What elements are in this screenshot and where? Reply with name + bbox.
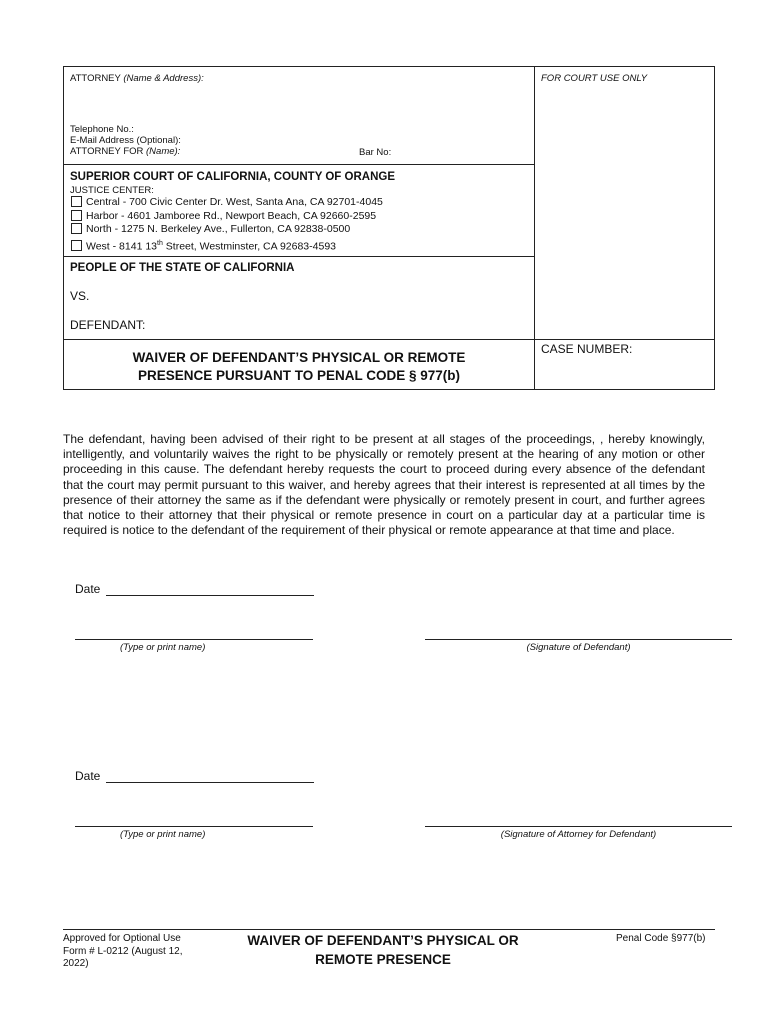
central-checkbox[interactable] xyxy=(71,196,82,207)
court-use-box xyxy=(534,66,715,340)
signature-line-1[interactable] xyxy=(425,639,732,640)
plaintiff-name: PEOPLE OF THE STATE OF CALIFORNIA xyxy=(70,262,295,274)
justice-center-west[interactable]: West - 8141 13th Street, Westminster, CA 92683-4593 xyxy=(71,237,383,254)
date-line-1[interactable] xyxy=(106,595,314,596)
justice-center-list xyxy=(71,196,383,254)
footer-code: Penal Code §977(b) xyxy=(616,933,706,944)
name-line-2[interactable] xyxy=(75,826,313,827)
footer-title: WAIVER OF DEFENDANT’S PHYSICAL OR REMOTE PRESENCE xyxy=(247,933,519,967)
signature-caption-2: (Signature of Attorney for Defendant) xyxy=(500,829,657,840)
west-checkbox[interactable] xyxy=(71,240,82,251)
signature-line-2[interactable] xyxy=(425,826,732,827)
date-label-2: Date xyxy=(75,769,101,783)
signature-caption-1: (Signature of Defendant) xyxy=(526,642,631,653)
name-caption-1: (Type or print name) xyxy=(120,642,206,653)
north-checkbox[interactable] xyxy=(71,223,82,234)
footer-rule xyxy=(63,929,715,930)
telephone-label: Telephone No.: xyxy=(70,124,134,135)
justice-center-harbor[interactable]: Harbor - 4601 Jamboree Rd., Newport Beach, CA 92660-2595 xyxy=(71,210,383,224)
justice-center-label: JUSTICE CENTER: xyxy=(70,185,154,196)
email-label: E-Mail Address (Optional): xyxy=(70,135,181,146)
attorney-label: ATTORNEY (Name & Address): xyxy=(70,73,204,84)
vs-label: VS. xyxy=(70,289,90,303)
bar-no-label: Bar No: xyxy=(359,147,392,158)
date-line-2[interactable] xyxy=(106,782,314,783)
attorney-for-label: ATTORNEY FOR (Name): xyxy=(70,146,181,157)
name-caption-2: (Type or print name) xyxy=(120,829,206,840)
case-number-label: CASE NUMBER: xyxy=(541,342,633,356)
justice-center-central[interactable]: Central - 700 Civic Center Dr. West, Santa Ana, CA 92701-4045 xyxy=(71,196,383,210)
date-label-1: Date xyxy=(75,582,101,596)
harbor-checkbox[interactable] xyxy=(71,210,82,221)
court-name: SUPERIOR COURT OF CALIFORNIA, COUNTY OF ORANGE xyxy=(70,171,395,183)
defendant-label: DEFENDANT: xyxy=(70,318,146,332)
court-use-label: FOR COURT USE ONLY xyxy=(541,73,648,84)
footer-approved: Approved for Optional Use Form # L-0212 (August 12, 2022) xyxy=(63,933,183,969)
form-title: WAIVER OF DEFENDANT’S PHYSICAL OR REMOTE PRESENCE PURSUANT TO PENAL CODE § 977(b) xyxy=(132,350,466,383)
justice-center-north[interactable]: North - 1275 N. Berkeley Ave., Fullerton, CA 92838-0500 xyxy=(71,223,383,237)
waiver-paragraph: The defendant, having been advised of their right to be present at all stages of the proceedings, , hereby knowingly, intelligently, and voluntarily waives the right to be physically or remotely present at the hearing of any motion or other proceeding in this cause. The defendant hereby requests the court to proceed during every absence of the defendant that the court may permit pursuant to this waiver, and hereby agrees that their interest is represented at all times by the presence of their attorney the same as if the defendant were physically or remotely present in court, and further agrees that notice to their attorney that their physical or remote presence in court on a particular day at a particular time is required is notice to the defendant of the requirement of their physical or remote appearance at that time and place. xyxy=(63,432,705,538)
name-line-1[interactable] xyxy=(75,639,313,640)
